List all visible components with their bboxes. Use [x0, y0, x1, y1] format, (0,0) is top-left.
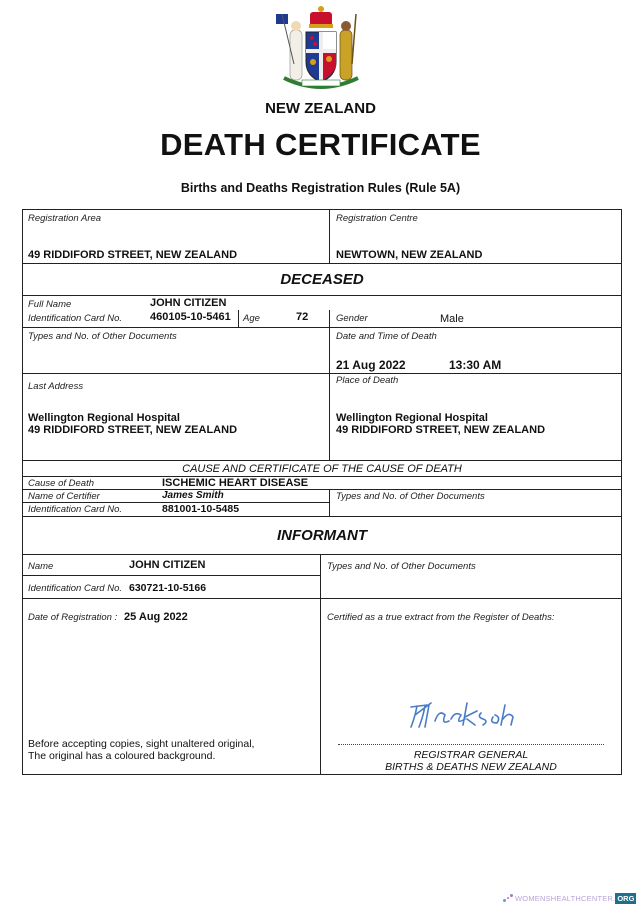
cause-section-title: CAUSE AND CERTIFICATE OF THE CAUSE OF DEATH: [182, 463, 462, 475]
divider: [329, 209, 330, 264]
watermark-text: WOMENSHEALTHCENTER.: [515, 893, 616, 903]
registrar-signature: [405, 695, 535, 731]
cause-other-docs-label: Types and No. of Other Documents: [336, 491, 485, 502]
cause-of-death-value: ISCHEMIC HEART DISEASE: [162, 477, 309, 489]
informant-other-docs-label: Types and No. of Other Documents: [327, 561, 476, 572]
full-name-value: JOHN CITIZEN: [150, 297, 227, 309]
certified-extract-label: Certified as a true extract from the Register of Deaths:: [327, 612, 555, 623]
deceased-id-value: 460105-10-5461: [150, 311, 231, 323]
certifier-id-label: Identification Card No.: [28, 504, 122, 515]
age-value: 72: [296, 311, 309, 323]
registration-date-value: 25 Aug 2022: [124, 611, 188, 623]
cause-of-death-label: Cause of Death: [28, 478, 95, 489]
divider: [22, 327, 622, 328]
gender-label: Gender: [336, 313, 368, 324]
divider: [329, 310, 330, 460]
divider: [22, 373, 622, 374]
gender-value: Male: [440, 313, 464, 325]
registration-area-value: 49 RIDDIFORD STREET, NEW ZEALAND: [28, 249, 238, 261]
deceased-other-docs-label: Types and No. of Other Documents: [28, 331, 177, 342]
divider: [22, 489, 622, 490]
divider: [22, 516, 622, 517]
certifier-label: Name of Certifier: [28, 491, 100, 502]
notice-line-1: Before accepting copies, sight unaltered original,: [28, 738, 255, 750]
informant-name-value: JOHN CITIZEN: [129, 559, 206, 571]
place-of-death-label: Place of Death: [336, 375, 399, 386]
registration-area-label: Registration Area: [28, 213, 102, 224]
informant-section-title: INFORMANT: [277, 527, 367, 544]
document-title: DEATH CERTIFICATE: [160, 127, 481, 162]
last-address-label: Last Address: [28, 381, 84, 392]
watermark: [503, 891, 636, 905]
document-subtitle: Births and Deaths Registration Rules (Rule 5A): [180, 181, 461, 195]
registration-centre-value: NEWTOWN, NEW ZEALAND: [336, 249, 483, 261]
divider: [22, 598, 622, 599]
age-label: Age: [243, 313, 260, 324]
divider: [22, 263, 622, 264]
registrar-title-line-2: BIRTHS & DEATHS NEW ZEALAND: [385, 761, 557, 773]
watermark-badge: ORG: [617, 893, 635, 903]
time-of-death-value: 13:30 AM: [449, 358, 502, 372]
country-heading: NEW ZEALAND: [265, 100, 376, 117]
place-of-death-line1: Wellington Regional Hospital: [336, 412, 488, 424]
coat-of-arms-icon: [272, 4, 368, 92]
certificate-form: [22, 209, 622, 775]
registration-centre-label: Registration Centre: [336, 213, 418, 224]
informant-id-label: Identification Card No.: [28, 583, 122, 594]
place-of-death-line2: 49 RIDDIFORD STREET, NEW ZEALAND: [336, 424, 546, 436]
deceased-id-label: Identification Card No.: [28, 313, 122, 324]
dots-logo-icon: [503, 893, 515, 903]
last-address-line2: 49 RIDDIFORD STREET, NEW ZEALAND: [28, 424, 238, 436]
certifier-id-value: 881001-10-5485: [162, 503, 240, 515]
datetime-of-death-label: Date and Time of Death: [336, 331, 437, 342]
divider: [22, 460, 622, 461]
certifier-value: James Smith: [162, 490, 224, 501]
informant-name-label: Name: [28, 561, 54, 572]
date-of-death-value: 21 Aug 2022: [336, 358, 406, 372]
divider: [22, 554, 622, 555]
notice-line-2: The original has a coloured background.: [28, 750, 216, 762]
divider: [320, 554, 321, 775]
divider: [22, 476, 622, 477]
deceased-section-title: DECEASED: [280, 271, 364, 288]
divider: [22, 575, 321, 576]
informant-id-value: 630721-10-5166: [129, 582, 207, 594]
signature-dotted-line: [338, 744, 604, 745]
last-address-line1: Wellington Regional Hospital: [28, 412, 180, 424]
registrar-title-line-1: REGISTRAR GENERAL: [413, 749, 529, 761]
registration-date-label: Date of Registration :: [28, 612, 118, 623]
divider: [238, 310, 239, 327]
full-name-label: Full Name: [28, 299, 72, 310]
divider: [22, 295, 622, 296]
